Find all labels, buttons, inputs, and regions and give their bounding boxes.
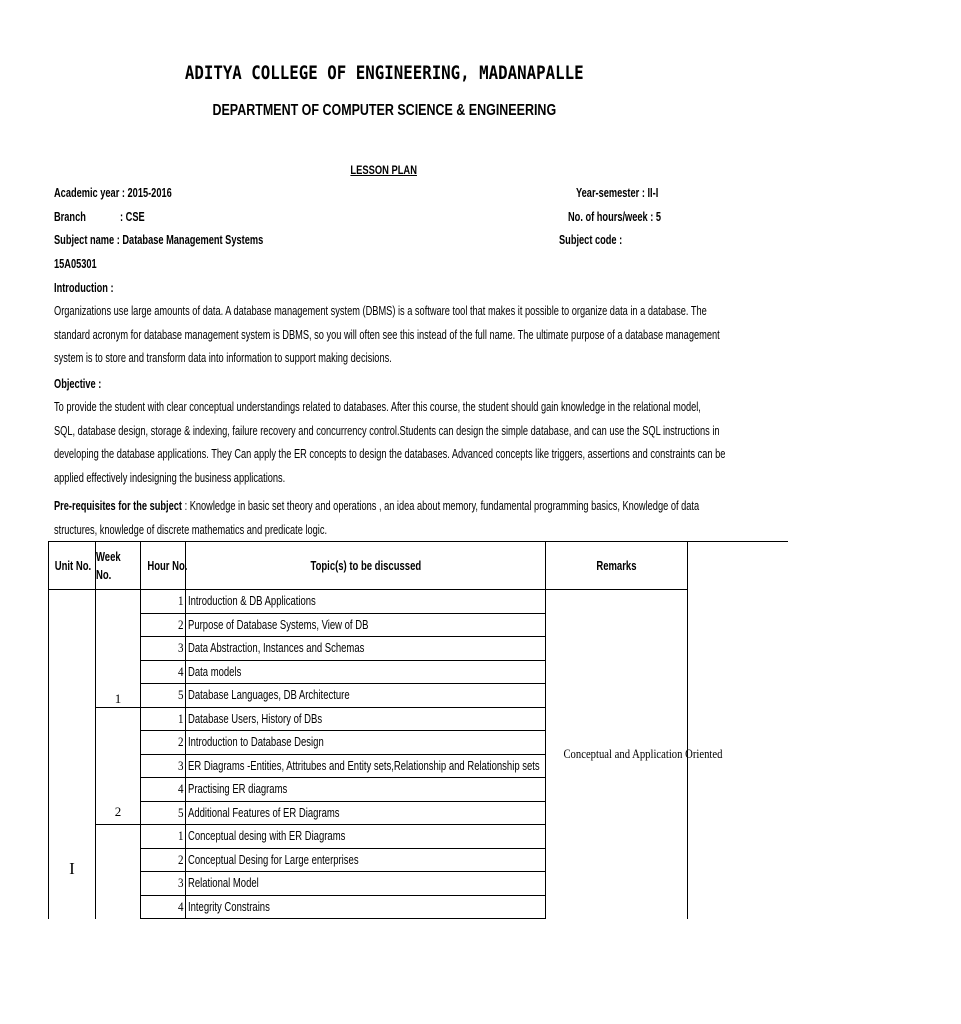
objective-heading: Objective :	[54, 377, 102, 391]
topic-cell: Data models	[186, 660, 546, 684]
hour-number: 2	[141, 613, 186, 637]
hour-number: 4	[141, 660, 186, 684]
branch-value: : CSE	[120, 210, 145, 224]
subject-code-label: Subject code :	[559, 233, 623, 247]
prerequisites-text: Pre-requisites for the subject : Knowledge in basic set theory and operations , an idea about memory, fundamental programming basics, Knowledge of data structures, knowledge of discrete mathematics and predicate logic.	[54, 499, 700, 537]
hour-number: 5	[141, 684, 186, 708]
hours-per-week: No. of hours/week : 5	[568, 210, 662, 224]
hour-number: 2	[141, 848, 186, 872]
header-remarks: Remarks	[546, 542, 688, 590]
hour-number: 3	[141, 872, 186, 896]
introduction-heading: Introduction :	[54, 281, 114, 295]
hour-number: 3	[141, 637, 186, 661]
topic-cell: Database Users, History of DBs	[186, 707, 546, 731]
week-number: 1	[96, 590, 141, 708]
objective-text: To provide the student with clear conceptual understandings related to databases. After this course, the student should gain knowledge in the relational model, SQL, database design, storage & indexing, failure recovery and concurrency control.Students can design the simple database, and can use the SQL instructions in developing the database applications. They Can apply the ER concepts to design the databases. Advanced concepts like triggers, assertions and constraints can be applied effectively indesigning the business applications.	[54, 400, 726, 485]
department-name: DEPARTMENT OF COMPUTER SCIENCE & ENGINEERING	[212, 102, 556, 119]
hour-number: 5	[141, 801, 186, 825]
hour-number: 1	[141, 825, 186, 849]
hour-number: 3	[141, 754, 186, 778]
week-number: 2	[96, 707, 141, 825]
table-row	[49, 590, 788, 614]
header-spacer	[688, 542, 788, 590]
branch-label: Branch	[54, 210, 86, 224]
topic-cell: Conceptual desing with ER Diagrams	[186, 825, 546, 849]
topic-cell: Integrity Constrains	[186, 895, 546, 919]
topic-cell: Data Abstraction, Instances and Schemas	[186, 637, 546, 661]
hour-number: 4	[141, 778, 186, 802]
header-week: Week No.	[96, 542, 141, 590]
topic-cell: Introduction to Database Design	[186, 731, 546, 755]
header-hour: Hour No.	[141, 542, 186, 590]
year-semester: Year-semester : II-I	[576, 186, 659, 200]
hour-number: 1	[141, 590, 186, 614]
topic-cell: Introduction & DB Applications	[186, 590, 546, 614]
academic-year: Academic year : 2015-2016	[54, 186, 172, 200]
topic-cell: Practising ER diagrams	[186, 778, 546, 802]
topic-cell: Conceptual Desing for Large enterprises	[186, 848, 546, 872]
topic-cell: ER Diagrams -Entities, Attritubes and Entity sets,Relationship and Relationship sets	[186, 754, 546, 778]
subject-code-value: 15A05301	[54, 257, 97, 271]
topic-cell: Additional Features of ER Diagrams	[186, 801, 546, 825]
table-header-row	[49, 542, 788, 590]
unit-number: I	[49, 590, 96, 919]
document-title: LESSON PLAN	[350, 163, 418, 177]
remarks-cell: Conceptual and Application Oriented	[546, 590, 688, 919]
prerequisites-label: Pre-requisites for the subject	[54, 499, 182, 513]
topic-cell: Purpose of Database Systems, View of DB	[186, 613, 546, 637]
lesson-plan-table	[48, 541, 788, 919]
college-name: ADITYA COLLEGE OF ENGINEERING, MADANAPALLE	[184, 62, 584, 84]
hour-number: 4	[141, 895, 186, 919]
topic-cell: Relational Model	[186, 872, 546, 896]
header-topic: Topic(s) to be discussed	[186, 542, 546, 590]
hour-number: 1	[141, 707, 186, 731]
header-unit: Unit No.	[49, 542, 96, 590]
hour-number: 2	[141, 731, 186, 755]
subject-name: Subject name : Database Management Systems	[54, 233, 264, 247]
introduction-text: Organizations use large amounts of data. A database management system (DBMS) is a software tool that makes it possible to organize data in a database. The standard acronym for database management system is DBMS, so you will often see this instead of the full name. The ultimate purpose of a database management system is to store and transform data into information to support making decisions.	[54, 304, 720, 365]
week-cell	[96, 825, 141, 919]
topic-cell: Database Languages, DB Architecture	[186, 684, 546, 708]
